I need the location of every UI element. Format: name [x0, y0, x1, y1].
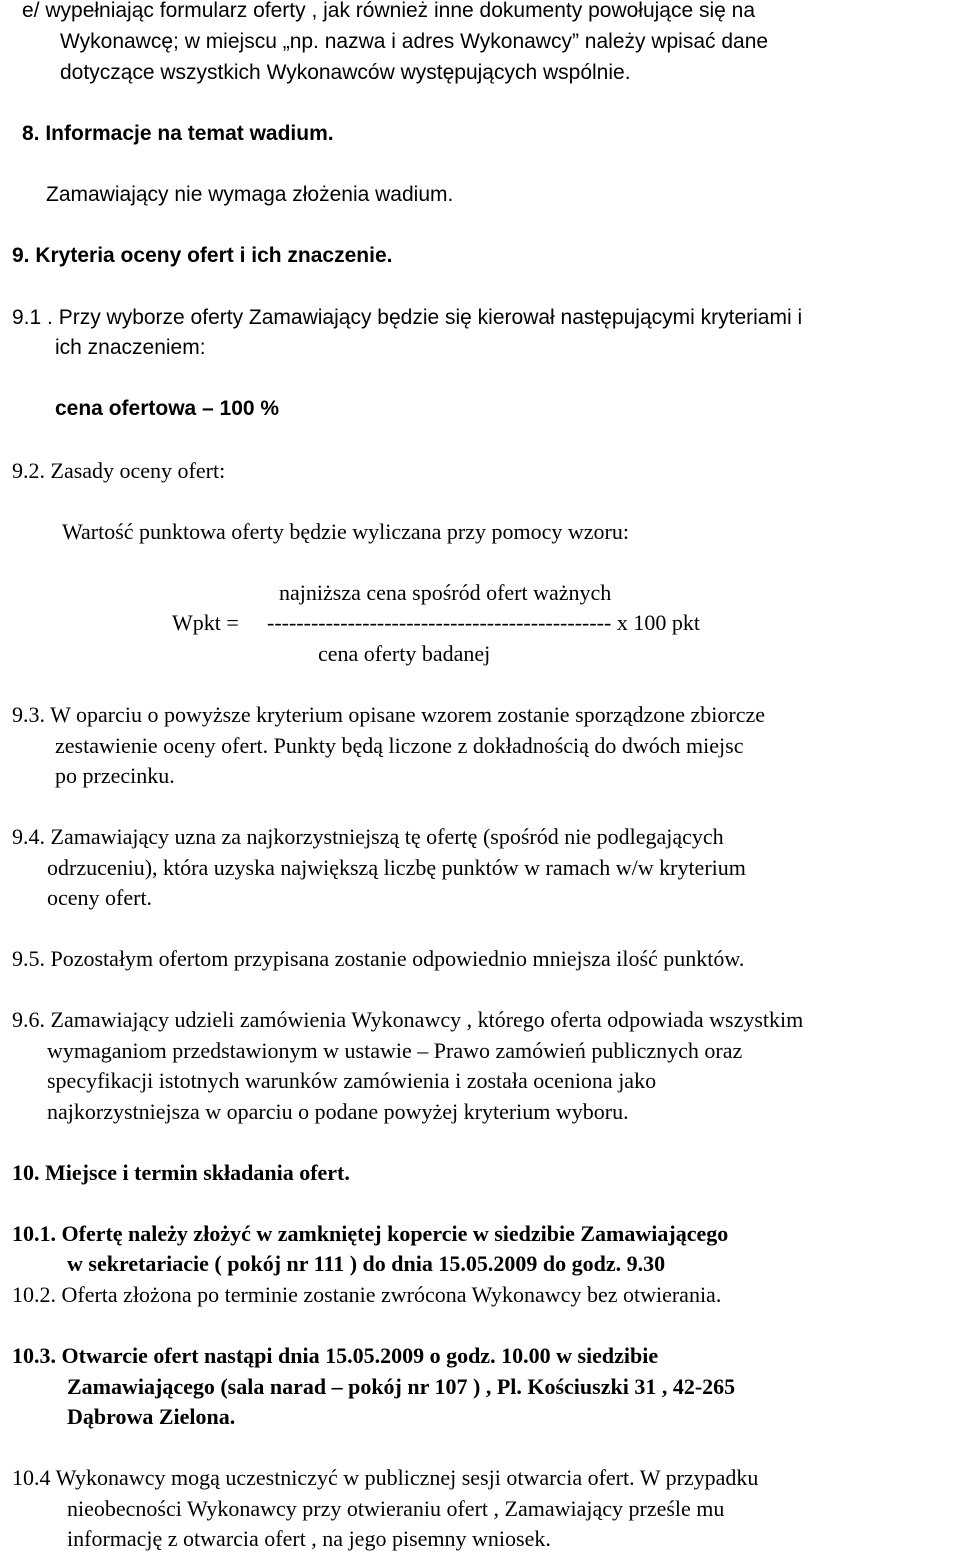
intro-line-3: dotyczące wszystkich Wykonawców występujących wspólnie. — [60, 61, 631, 84]
para-10-1-line-2: w sekretariacie ( pokój nr 111 ) do dnia 15.05.2009 do godz. 9.30 — [67, 1251, 666, 1276]
section-8-text: Zamawiający nie wymaga złożenia wadium. — [46, 183, 454, 206]
para-9-6-line-4: najkorzystniejsza w oparciu o podane powyżej kryterium wyboru. — [47, 1099, 629, 1124]
para-9-6-line-2: wymaganiom przedstawionym w ustawie – Prawo zamówień publicznych oraz — [47, 1038, 743, 1063]
para-10-2: 10.2. Oferta złożona po terminie zostanie zwrócona Wykonawcy bez otwierania. — [12, 1282, 722, 1307]
formula-lhs: Wpkt = — [172, 610, 239, 635]
section-8-heading: 8. Informacje na temat wadium. — [22, 122, 334, 145]
para-9-4-line-3: oceny ofert. — [47, 885, 153, 910]
para-10-1-line-1: 10.1. Ofertę należy złożyć w zamkniętej kopercie w siedzibie Zamawiającego — [12, 1221, 729, 1246]
para-9-4-line-2: odrzuceniu), która uzyska największą liczbę punktów w ramach w/w kryterium — [47, 855, 746, 880]
intro-line-2: Wykonawcę; w miejscu „np. nazwa i adres Wykonawcy” należy wpisać dane — [60, 30, 769, 53]
para-9-3-line-2: zestawienie oceny ofert. Punkty będą liczone z dokładnością do dwóch miejsc — [55, 733, 744, 758]
para-9-5: 9.5. Pozostałym ofertom przypisana zostanie odpowiednio mniejsza ilość punktów. — [12, 946, 745, 971]
para-9-4-line-1: 9.4. Zamawiający uzna za najkorzystniejszą tę ofertę (spośród nie podlegających — [12, 824, 724, 849]
intro-line-1: e/ wypełniając formularz oferty , jak również inne dokumenty powołujące się na — [22, 0, 756, 22]
para-10-3-line-2: Zamawiającego (sala narad – pokój nr 107 ) , Pl. Kościuszki 31 , 42-265 — [67, 1374, 736, 1399]
section-9-heading: 9. Kryteria oceny ofert i ich znaczenie. — [12, 244, 393, 267]
formula-fraction-line: ----------------------------------------------- x 100 pkt — [267, 610, 700, 635]
para-9-2: 9.2. Zasady oceny ofert: — [12, 458, 226, 483]
para-10-4-line-2: nieobecności Wykonawcy przy otwieraniu ofert , Zamawiający prześle mu — [67, 1496, 725, 1521]
section-10-heading: 10. Miejsce i termin składania ofert. — [12, 1160, 350, 1185]
para-9-1-line-1: 9.1 . Przy wyborze oferty Zamawiający będzie się kierował następującymi kryteriami i — [12, 306, 803, 329]
criterion-price: cena ofertowa – 100 % — [55, 397, 280, 420]
para-9-3-line-1: 9.3. W oparciu o powyższe kryterium opisane wzorem zostanie sporządzone zbiorcze — [12, 702, 766, 727]
para-10-4-line-1: 10.4 Wykonawcy mogą uczestniczyć w publicznej sesji otwarcia ofert. W przypadku — [12, 1465, 759, 1490]
formula-numerator: najniższa cena spośród ofert ważnych — [279, 580, 612, 605]
para-9-3-line-3: po przecinku. — [55, 763, 175, 788]
para-10-3-line-1: 10.3. Otwarcie ofert nastąpi dnia 15.05.2009 o godz. 10.00 w siedzibie — [12, 1343, 659, 1368]
para-9-6-line-1: 9.6. Zamawiający udzieli zamówienia Wykonawcy , którego oferta odpowiada wszystkim — [12, 1007, 804, 1032]
para-10-3-line-3: Dąbrowa Zielona. — [67, 1404, 236, 1429]
para-9-1-line-2: ich znaczeniem: — [55, 336, 206, 359]
para-9-2-text: Wartość punktowa oferty będzie wyliczana przy pomocy wzoru: — [62, 519, 629, 544]
para-9-6-line-3: specyfikacji istotnych warunków zamówienia i została oceniona jako — [47, 1068, 657, 1093]
formula-denominator: cena oferty badanej — [318, 641, 491, 666]
para-10-4-line-3: informację z otwarcia ofert , na jego pisemny wniosek. — [67, 1526, 551, 1551]
